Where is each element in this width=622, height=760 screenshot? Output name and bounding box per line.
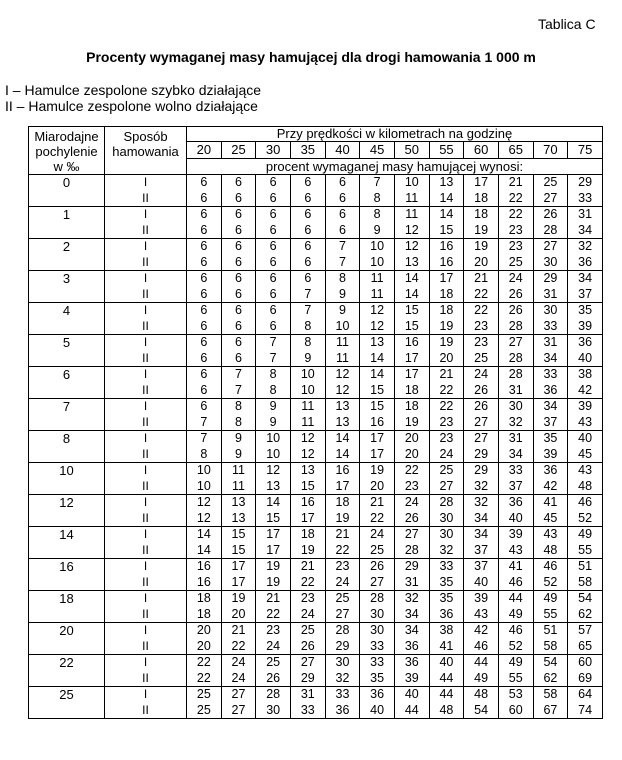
table-row	[29, 335, 603, 367]
value-cell: 14 14	[394, 271, 429, 303]
page-title: Procenty wymaganej masy hamującej dla drogi hamowania 1 000 m	[86, 49, 536, 65]
grade-cell: 16	[29, 559, 105, 591]
value-cell: 35 39	[533, 431, 568, 463]
value-cell: 54 62	[568, 591, 603, 623]
value-cell: 6 6	[221, 271, 256, 303]
grade-cell: 2	[29, 239, 105, 271]
value-cell: 6 6	[256, 303, 291, 335]
mode-cell: I II	[105, 623, 187, 655]
value-cell: 9 9	[221, 431, 256, 463]
speed-header-cell: 55	[429, 142, 464, 158]
legend-line-1: I – Hamulce zespolone szybko działające	[5, 82, 262, 98]
value-cell: 46 52	[498, 623, 533, 655]
value-cell: 51 58	[533, 623, 568, 655]
value-cell: 12 12	[360, 303, 395, 335]
value-cell: 37 40	[464, 559, 499, 591]
mode-cell: I II	[105, 367, 187, 399]
value-cell: 10 10	[256, 431, 291, 463]
table-row	[29, 687, 603, 719]
value-cell: 27 28	[498, 335, 533, 367]
value-cell: 21 22	[498, 175, 533, 207]
value-cell: 18 19	[429, 303, 464, 335]
grade-cell: 1	[29, 207, 105, 239]
value-cell: 12 13	[256, 463, 291, 495]
value-cell: 8 9	[325, 271, 360, 303]
value-cell: 6 6	[221, 239, 256, 271]
value-cell: 38 41	[429, 623, 464, 655]
value-cell: 15 16	[360, 399, 395, 431]
value-cell: 23 24	[290, 591, 325, 623]
value-cell: 11 11	[325, 335, 360, 367]
value-cell: 11 12	[394, 207, 429, 239]
value-cell: 11 11	[290, 399, 325, 431]
value-cell: 35 36	[429, 591, 464, 623]
value-cell: 25 25	[187, 687, 222, 719]
value-cell: 13 14	[360, 335, 395, 367]
value-cell: 29 33	[568, 175, 603, 207]
value-cell: 6 6	[256, 175, 291, 207]
value-cell: 49 55	[568, 527, 603, 559]
mode-cell: I II	[105, 335, 187, 367]
grade-cell: 14	[29, 527, 105, 559]
table-row	[29, 623, 603, 655]
value-cell: 32 36	[568, 239, 603, 271]
value-cell: 27 28	[394, 527, 429, 559]
value-cell: 43 48	[533, 527, 568, 559]
grade-cell: 3	[29, 271, 105, 303]
value-cell: 20 20	[394, 431, 429, 463]
value-cell: 6 6	[187, 271, 222, 303]
value-cell: 64 74	[568, 687, 603, 719]
value-cell: 24 25	[360, 527, 395, 559]
value-cell: 6 6	[290, 207, 325, 239]
value-cell: 21 22	[221, 623, 256, 655]
value-cell: 23 25	[464, 335, 499, 367]
mode-cell: I II	[105, 207, 187, 239]
value-cell: 28 29	[325, 623, 360, 655]
value-cell: 28 30	[429, 495, 464, 527]
mode-cell: I II	[105, 239, 187, 271]
value-cell: 14 14	[187, 527, 222, 559]
mode-cell: I II	[105, 591, 187, 623]
value-cell: 27 29	[290, 655, 325, 687]
value-cell: 36 39	[394, 655, 429, 687]
value-cell: 17 17	[221, 559, 256, 591]
value-cell: 48 54	[464, 687, 499, 719]
value-cell: 32 34	[464, 495, 499, 527]
value-cell: 7 7	[221, 367, 256, 399]
value-cell: 34 36	[394, 623, 429, 655]
value-cell: 26 28	[498, 303, 533, 335]
value-cell: 49 55	[498, 655, 533, 687]
value-cell: 25 26	[256, 655, 291, 687]
value-cell: 57 65	[568, 623, 603, 655]
speed-header-cell: 25	[221, 142, 256, 158]
value-cell: 26 27	[360, 559, 395, 591]
speed-header-cell: 20	[187, 142, 222, 158]
value-cell: 6 6	[256, 271, 291, 303]
value-cell: 17 17	[360, 431, 395, 463]
value-cell: 44 49	[498, 591, 533, 623]
mode-header: Sposób hamowania	[105, 127, 187, 175]
value-cell: 31 34	[568, 207, 603, 239]
value-cell: 17 18	[394, 367, 429, 399]
value-cell: 8 9	[360, 207, 395, 239]
grade-header: Miarodajne pochylenie w ‰	[29, 127, 105, 175]
value-cell: 25 27	[325, 591, 360, 623]
value-cell: 23 24	[256, 623, 291, 655]
table-row	[29, 559, 603, 591]
speed-header-cell: 40	[325, 142, 360, 158]
value-cell: 21 22	[256, 591, 291, 623]
value-cell: 30 33	[533, 303, 568, 335]
value-cell: 18 19	[464, 207, 499, 239]
mode-cell: I II	[105, 303, 187, 335]
value-cell: 34 37	[464, 527, 499, 559]
value-cell: 16 17	[325, 463, 360, 495]
value-cell: 13 15	[290, 463, 325, 495]
mode-cell: I II	[105, 463, 187, 495]
value-cell: 43 48	[568, 463, 603, 495]
value-cell: 16 16	[429, 239, 464, 271]
value-cell: 27 30	[533, 239, 568, 271]
value-cell: 7 8	[360, 175, 395, 207]
value-cell: 7 8	[290, 303, 325, 335]
value-cell: 34 37	[568, 271, 603, 303]
table-row	[29, 431, 603, 463]
value-cell: 11 11	[221, 463, 256, 495]
value-cell: 17 18	[429, 271, 464, 303]
value-cell: 26 27	[464, 399, 499, 431]
speed-header-cell: 70	[533, 142, 568, 158]
value-cell: 8 9	[290, 335, 325, 367]
value-cell: 8 8	[221, 399, 256, 431]
grade-cell: 5	[29, 335, 105, 367]
value-cell: 23 24	[429, 431, 464, 463]
mode-cell: I II	[105, 431, 187, 463]
value-cell: 12 13	[394, 239, 429, 271]
grade-cell: 20	[29, 623, 105, 655]
table-row	[29, 239, 603, 271]
grade-cell: 22	[29, 655, 105, 687]
value-cell: 19 19	[256, 559, 291, 591]
value-cell: 44 49	[464, 655, 499, 687]
table-row	[29, 527, 603, 559]
value-cell: 19 20	[221, 591, 256, 623]
value-cell: 44 48	[429, 687, 464, 719]
value-cell: 12 12	[325, 367, 360, 399]
value-cell: 20 20	[187, 623, 222, 655]
value-cell: 14 15	[256, 495, 291, 527]
value-cell: 36 40	[568, 335, 603, 367]
value-cell: 10 11	[394, 175, 429, 207]
value-cell: 17 18	[464, 175, 499, 207]
value-cell: 18 19	[290, 527, 325, 559]
table-row	[29, 495, 603, 527]
table-row	[29, 207, 603, 239]
value-cell: 13 13	[221, 495, 256, 527]
value-cell: 18 19	[394, 399, 429, 431]
legend-line-2: II – Hamulce zespolone wolno działające	[5, 98, 258, 114]
value-cell: 6 6	[187, 367, 222, 399]
value-cell: 6 7	[187, 399, 222, 431]
speed-header-cell: 45	[360, 142, 395, 158]
value-cell: 22 22	[187, 655, 222, 687]
value-cell: 35 39	[568, 303, 603, 335]
value-cell: 6 6	[290, 175, 325, 207]
value-cell: 9 9	[256, 399, 291, 431]
grade-cell: 12	[29, 495, 105, 527]
value-cell: 7 8	[187, 431, 222, 463]
value-cell: 24 26	[394, 495, 429, 527]
mode-cell: I II	[105, 559, 187, 591]
value-cell: 32 34	[394, 591, 429, 623]
value-cell: 6 6	[221, 303, 256, 335]
value-cell: 6 6	[221, 335, 256, 367]
speed-header-cell: 65	[498, 142, 533, 158]
grade-cell: 4	[29, 303, 105, 335]
value-cell: 25 27	[429, 463, 464, 495]
value-cell: 39 43	[568, 399, 603, 431]
value-cell: 33 35	[360, 655, 395, 687]
value-cell: 23 25	[498, 239, 533, 271]
percent-header: procent wymaganej masy hamującej wynosi:	[187, 158, 603, 174]
value-cell: 6 6	[187, 239, 222, 271]
value-cell: 22 23	[464, 303, 499, 335]
value-cell: 31 33	[290, 687, 325, 719]
mode-cell: I II	[105, 399, 187, 431]
value-cell: 29 32	[464, 463, 499, 495]
value-cell: 10 10	[290, 367, 325, 399]
value-cell: 29 31	[533, 271, 568, 303]
value-cell: 6 6	[187, 207, 222, 239]
speed-header-cell: 60	[464, 142, 499, 158]
mode-cell: I II	[105, 527, 187, 559]
value-cell: 28 30	[256, 687, 291, 719]
value-cell: 33 37	[498, 463, 533, 495]
value-cell: 21 22	[360, 495, 395, 527]
value-cell: 22 23	[394, 463, 429, 495]
speed-header: Przy prędkości w kilometrach na godzinę	[187, 127, 603, 142]
value-cell: 6 7	[290, 271, 325, 303]
value-cell: 36 42	[533, 463, 568, 495]
value-cell: 25 27	[533, 175, 568, 207]
value-cell: 39 43	[498, 527, 533, 559]
value-cell: 21 22	[290, 559, 325, 591]
value-cell: 25 26	[290, 623, 325, 655]
table-row	[29, 175, 603, 207]
value-cell: 14 15	[429, 207, 464, 239]
mode-cell: I II	[105, 687, 187, 719]
value-cell: 60 69	[568, 655, 603, 687]
value-cell: 10 10	[187, 463, 222, 495]
value-cell: 27 29	[464, 431, 499, 463]
value-cell: 22 23	[498, 207, 533, 239]
value-cell: 11 11	[360, 271, 395, 303]
value-cell: 46 52	[533, 559, 568, 591]
value-cell: 39 43	[464, 591, 499, 623]
value-cell: 30 33	[360, 623, 395, 655]
value-cell: 33 35	[429, 559, 464, 591]
grade-cell: 10	[29, 463, 105, 495]
value-cell: 51 58	[568, 559, 603, 591]
speed-header-cell: 50	[394, 142, 429, 158]
grade-cell: 25	[29, 687, 105, 719]
value-cell: 13 13	[325, 399, 360, 431]
value-cell: 14 14	[325, 431, 360, 463]
table-row	[29, 399, 603, 431]
value-cell: 6 6	[256, 207, 291, 239]
value-cell: 7 7	[256, 335, 291, 367]
table-row	[29, 655, 603, 687]
value-cell: 49 55	[533, 591, 568, 623]
value-cell: 46 52	[568, 495, 603, 527]
mode-cell: I II	[105, 495, 187, 527]
table-row	[29, 591, 603, 623]
grade-cell: 7	[29, 399, 105, 431]
value-cell: 31 34	[533, 335, 568, 367]
value-cell: 33 36	[533, 367, 568, 399]
table-label: Tablica C	[538, 16, 596, 32]
value-cell: 7 7	[325, 239, 360, 271]
value-cell: 6 6	[221, 207, 256, 239]
value-cell: 53 60	[498, 687, 533, 719]
value-cell: 12 12	[290, 431, 325, 463]
value-cell: 29 31	[394, 559, 429, 591]
value-cell: 41 46	[498, 559, 533, 591]
value-cell: 19 20	[464, 239, 499, 271]
value-cell: 13 14	[429, 175, 464, 207]
value-cell: 16 17	[394, 335, 429, 367]
value-cell: 6 6	[221, 175, 256, 207]
value-cell: 40 44	[429, 655, 464, 687]
value-cell: 6 6	[290, 239, 325, 271]
value-cell: 19 20	[360, 463, 395, 495]
value-cell: 12 12	[187, 495, 222, 527]
value-cell: 30 32	[325, 655, 360, 687]
value-cell: 30 32	[498, 399, 533, 431]
value-cell: 40 44	[394, 687, 429, 719]
value-cell: 17 17	[256, 527, 291, 559]
value-cell: 16 17	[290, 495, 325, 527]
value-cell: 40 45	[568, 431, 603, 463]
speed-header-cell: 30	[256, 142, 291, 158]
table-row	[29, 271, 603, 303]
value-cell: 24 26	[464, 367, 499, 399]
value-cell: 6 6	[187, 335, 222, 367]
value-cell: 22 23	[429, 399, 464, 431]
value-cell: 31 34	[498, 431, 533, 463]
value-cell: 6 6	[187, 175, 222, 207]
value-cell: 36 40	[498, 495, 533, 527]
value-cell: 24 26	[498, 271, 533, 303]
value-cell: 28 30	[360, 591, 395, 623]
value-cell: 24 24	[221, 655, 256, 687]
value-cell: 6 6	[256, 239, 291, 271]
value-cell: 34 37	[533, 399, 568, 431]
value-cell: 10 10	[360, 239, 395, 271]
value-cell: 23 24	[325, 559, 360, 591]
value-cell: 36 40	[360, 687, 395, 719]
grade-cell: 6	[29, 367, 105, 399]
value-cell: 28 31	[498, 367, 533, 399]
mode-cell: I II	[105, 271, 187, 303]
value-cell: 19 20	[429, 335, 464, 367]
value-cell: 21 22	[429, 367, 464, 399]
speed-header-cell: 75	[568, 142, 603, 158]
braking-mass-table	[28, 126, 603, 719]
value-cell: 33 36	[325, 687, 360, 719]
grade-cell: 0	[29, 175, 105, 207]
value-cell: 15 15	[394, 303, 429, 335]
value-cell: 26 28	[533, 207, 568, 239]
value-cell: 21 22	[464, 271, 499, 303]
value-cell: 27 27	[221, 687, 256, 719]
mode-cell: I II	[105, 175, 187, 207]
value-cell: 6 6	[325, 207, 360, 239]
value-cell: 54 62	[533, 655, 568, 687]
value-cell: 41 45	[533, 495, 568, 527]
value-cell: 18 18	[187, 591, 222, 623]
value-cell: 38 42	[568, 367, 603, 399]
value-cell: 6 6	[325, 175, 360, 207]
value-cell: 14 15	[360, 367, 395, 399]
value-cell: 9 10	[325, 303, 360, 335]
grade-cell: 8	[29, 431, 105, 463]
value-cell: 30 32	[429, 527, 464, 559]
value-cell: 6 6	[187, 303, 222, 335]
table-row	[29, 367, 603, 399]
speed-header-cell: 35	[290, 142, 325, 158]
value-cell: 58 67	[533, 687, 568, 719]
value-cell: 42 46	[464, 623, 499, 655]
value-cell: 8 8	[256, 367, 291, 399]
value-cell: 21 22	[325, 527, 360, 559]
table-row	[29, 463, 603, 495]
value-cell: 15 15	[221, 527, 256, 559]
mode-cell: I II	[105, 655, 187, 687]
grade-cell: 18	[29, 591, 105, 623]
value-cell: 18 19	[325, 495, 360, 527]
table-row	[29, 303, 603, 335]
value-cell: 16 16	[187, 559, 222, 591]
